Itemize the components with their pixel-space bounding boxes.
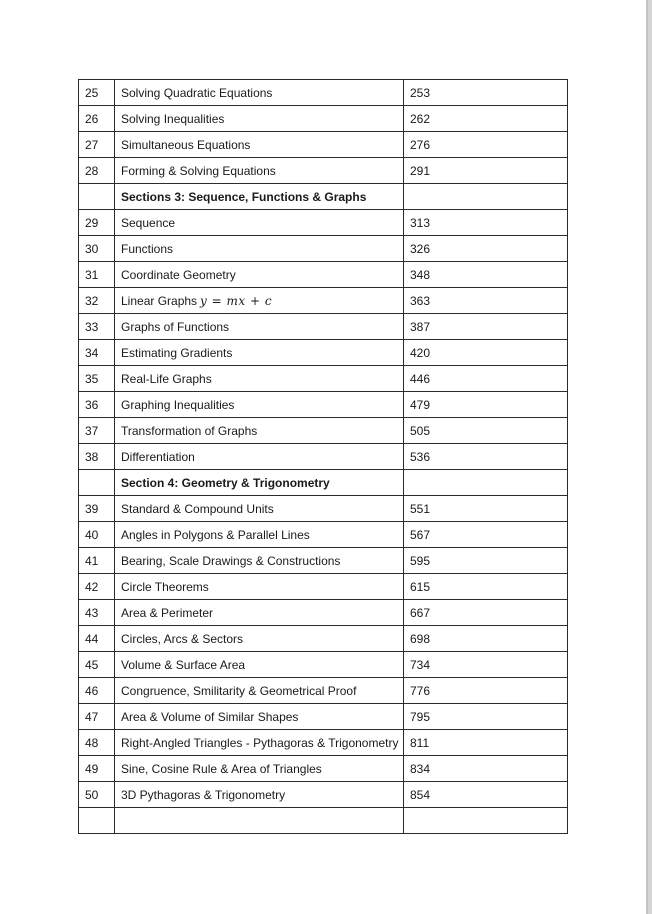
chapter-number: 44 [79, 626, 115, 652]
toc-row [79, 678, 568, 704]
chapter-title-text: Simultaneous Equations [121, 137, 251, 152]
page-number: 615 [404, 574, 568, 600]
chapter-title-text: Sections 3: Sequence, Functions & Graphs [121, 189, 367, 204]
page-number [404, 470, 568, 496]
chapter-title-text: Graphs of Functions [121, 319, 230, 334]
chapter-number: 47 [79, 704, 115, 730]
chapter-title [115, 522, 404, 548]
chapter-number: 38 [79, 444, 115, 470]
page-number: 698 [404, 626, 568, 652]
chapter-number: 50 [79, 782, 115, 808]
chapter-title-text: Solving Inequalities [121, 111, 225, 126]
toc-row [79, 704, 568, 730]
page-number: 551 [404, 496, 568, 522]
section-title [115, 470, 404, 496]
chapter-title [115, 548, 404, 574]
page-number: 348 [404, 262, 568, 288]
toc-row [79, 444, 568, 470]
chapter-number: 48 [79, 730, 115, 756]
chapter-title [115, 600, 404, 626]
chapter-title [115, 652, 404, 678]
page-number: 811 [404, 730, 568, 756]
chapter-title-text: Transformation of Graphs [121, 423, 258, 438]
page-number: 363 [404, 288, 568, 314]
toc-row [79, 132, 568, 158]
chapter-title-text: Angles in Polygons & Parallel Lines [121, 527, 310, 542]
chapter-title-text: Area & Volume of Similar Shapes [121, 709, 299, 724]
page-number: 326 [404, 236, 568, 262]
chapter-title [115, 496, 404, 522]
chapter-title [115, 340, 404, 366]
chapter-title [115, 808, 404, 834]
page-number: 567 [404, 522, 568, 548]
toc-row [79, 418, 568, 444]
section-header-row [79, 470, 568, 496]
chapter-number [79, 184, 115, 210]
chapter-title-text: Sine, Cosine Rule & Area of Triangles [121, 761, 322, 776]
chapter-number: 28 [79, 158, 115, 184]
chapter-title-text: Linear Graphs [121, 293, 198, 308]
page-number: 776 [404, 678, 568, 704]
chapter-number: 42 [79, 574, 115, 600]
chapter-number: 40 [79, 522, 115, 548]
chapter-number: 46 [79, 678, 115, 704]
chapter-title-text: Real-Life Graphs [121, 371, 212, 386]
chapter-title [115, 210, 404, 236]
page-number: 595 [404, 548, 568, 574]
chapter-title-text: Circle Theorems [121, 579, 209, 594]
chapter-title-text: Standard & Compound Units [121, 501, 274, 516]
page-number: 505 [404, 418, 568, 444]
page-number: 854 [404, 782, 568, 808]
chapter-number: 39 [79, 496, 115, 522]
chapter-title [115, 132, 404, 158]
chapter-title [115, 236, 404, 262]
math-expression: y = mx + c [200, 293, 273, 308]
chapter-number: 49 [79, 756, 115, 782]
chapter-title [115, 106, 404, 132]
chapter-title [115, 756, 404, 782]
chapter-title [115, 80, 404, 106]
chapter-title [115, 678, 404, 704]
chapter-title-text: Right-Angled Triangles - Pythagoras & Trigonometry [121, 735, 399, 750]
page-number: 387 [404, 314, 568, 340]
page-number: 834 [404, 756, 568, 782]
chapter-title [115, 626, 404, 652]
page-number [404, 808, 568, 834]
page-number: 795 [404, 704, 568, 730]
chapter-number: 41 [79, 548, 115, 574]
page-number: 276 [404, 132, 568, 158]
chapter-title [115, 782, 404, 808]
page-number: 291 [404, 158, 568, 184]
page-number [404, 184, 568, 210]
toc-row [79, 366, 568, 392]
chapter-title [115, 288, 404, 314]
toc-row [79, 522, 568, 548]
chapter-number: 43 [79, 600, 115, 626]
page-number: 667 [404, 600, 568, 626]
page-number: 734 [404, 652, 568, 678]
chapter-title [115, 730, 404, 756]
chapter-title-text: Forming & Solving Equations [121, 163, 276, 178]
toc-row [79, 782, 568, 808]
toc-row [79, 756, 568, 782]
page-number: 479 [404, 392, 568, 418]
page-number: 313 [404, 210, 568, 236]
toc-row [79, 392, 568, 418]
chapter-title [115, 418, 404, 444]
page-number: 262 [404, 106, 568, 132]
section-header-row [79, 184, 568, 210]
toc-row [79, 600, 568, 626]
toc-row [79, 340, 568, 366]
toc-row [79, 262, 568, 288]
toc-row [79, 80, 568, 106]
chapter-title-text: Graphing Inequalities [121, 397, 235, 412]
chapter-title-text: Sequence [121, 215, 176, 230]
chapter-number: 25 [79, 80, 115, 106]
chapter-title-text: Differentiation [121, 449, 195, 464]
toc-body [79, 80, 568, 834]
page-number: 420 [404, 340, 568, 366]
toc-row [79, 106, 568, 132]
toc-row [79, 496, 568, 522]
blank-row [79, 808, 568, 834]
toc-row [79, 210, 568, 236]
toc-row [79, 158, 568, 184]
chapter-title-text: Functions [121, 241, 174, 256]
chapter-number: 45 [79, 652, 115, 678]
chapter-number: 37 [79, 418, 115, 444]
chapter-title [115, 158, 404, 184]
toc-row [79, 730, 568, 756]
toc-row [79, 574, 568, 600]
page-number: 253 [404, 80, 568, 106]
toc-row [79, 288, 568, 314]
toc-row [79, 548, 568, 574]
chapter-title [115, 574, 404, 600]
chapter-number [79, 470, 115, 496]
chapter-number: 29 [79, 210, 115, 236]
chapter-title [115, 704, 404, 730]
chapter-title [115, 262, 404, 288]
chapter-title-text: Solving Quadratic Equations [121, 85, 273, 100]
chapter-title-text: 3D Pythagoras & Trigonometry [121, 787, 286, 802]
chapter-number: 32 [79, 288, 115, 314]
section-title [115, 184, 404, 210]
table-of-contents [78, 79, 568, 834]
chapter-number: 27 [79, 132, 115, 158]
toc-row [79, 236, 568, 262]
chapter-number: 33 [79, 314, 115, 340]
chapter-title [115, 366, 404, 392]
chapter-title [115, 444, 404, 470]
chapter-title-text: Area & Perimeter [121, 605, 214, 620]
chapter-title-text: Congruence, Smilitarity & Geometrical Proof [121, 683, 357, 698]
chapter-number: 30 [79, 236, 115, 262]
chapter-title-text: Bearing, Scale Drawings & Constructions [121, 553, 341, 568]
chapter-title [115, 392, 404, 418]
page-number: 446 [404, 366, 568, 392]
toc-row [79, 652, 568, 678]
chapter-title-text: Section 4: Geometry & Trigonometry [121, 475, 330, 490]
chapter-title-text: Volume & Surface Area [121, 657, 246, 672]
chapter-number: 26 [79, 106, 115, 132]
chapter-number: 31 [79, 262, 115, 288]
chapter-number: 36 [79, 392, 115, 418]
chapter-title [115, 314, 404, 340]
chapter-number: 34 [79, 340, 115, 366]
chapter-number [79, 808, 115, 834]
toc-row [79, 626, 568, 652]
page-edge-shadow [646, 0, 652, 914]
chapter-number: 35 [79, 366, 115, 392]
chapter-title-text: Estimating Gradients [121, 345, 233, 360]
chapter-title-text: Coordinate Geometry [121, 267, 236, 282]
page-number: 536 [404, 444, 568, 470]
chapter-title-text: Circles, Arcs & Sectors [121, 631, 244, 646]
toc-row [79, 314, 568, 340]
